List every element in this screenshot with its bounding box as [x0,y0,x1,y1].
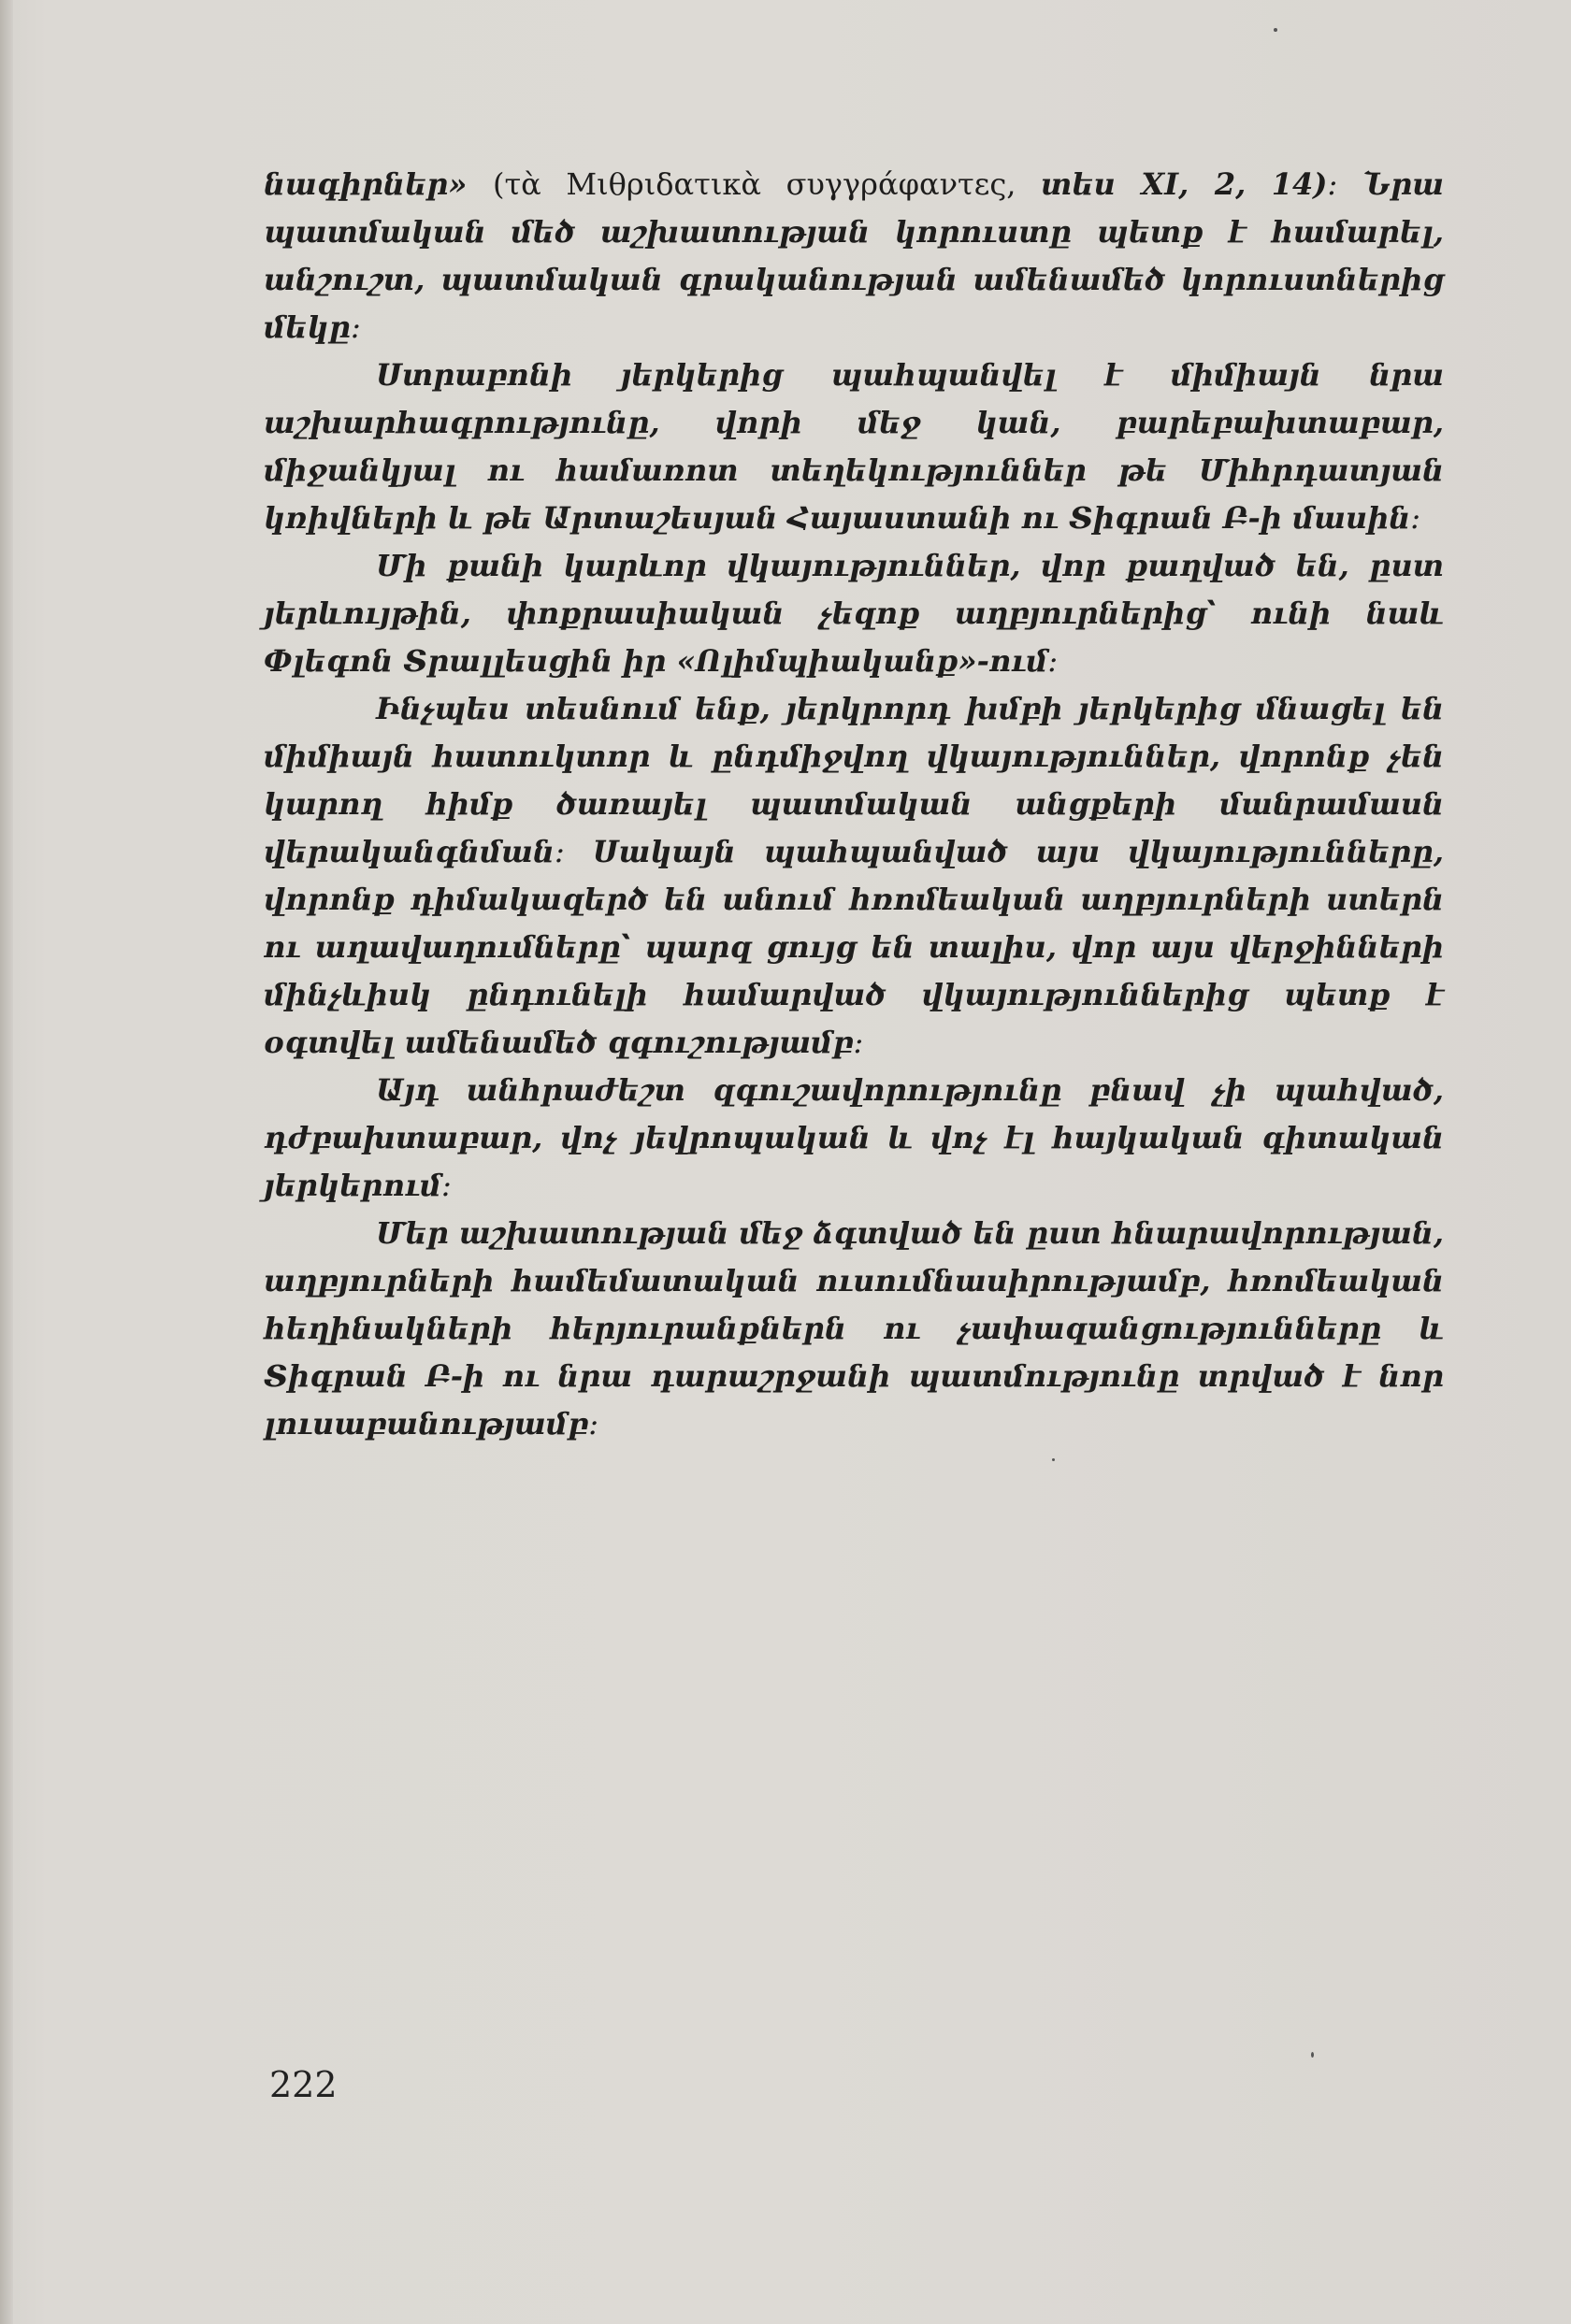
paper-speck [1274,28,1277,32]
paragraph-1-text-end: տես XI, 2, 14)։ Նրա պատմական մեծ աշխատության կորուստը պետք է համարել, անշուշտ, պատմական գրականության ամենամեծ կորուստներից մեկը։ [264,166,1445,345]
paragraph-1 [264,161,1444,351]
paragraph-6: Մեր աշխատության մեջ ձգտված են ըստ հնարավորության, աղբյուրների համեմատական ուսումնասիրությամբ, հռոմեական հեղինակների հերյուրանքներն ու չափազանցությունները և Տիգրան Բ-ի ու նրա դարաշրջանի պատմությունը տրված է նոր լուսաբանությամբ։ [264,1215,1444,1442]
page-spine-shadow [0,0,13,2324]
paragraph-2: Ստրաբոնի յերկերից պահպանվել է միմիայն նրա աշխարհագրությունը, վորի մեջ կան, բարեբախտաբար, միջանկյալ ու համառոտ տեղեկություններ թե Միհրդատյան կռիվների և թե Արտաշեսյան Հայաստանի ու Տիգրան Բ-ի մասին։ [264,357,1444,536]
paper-speck [1311,2052,1314,2058]
paper-speck [1052,1458,1055,1461]
paragraph-3: Մի քանի կարևոր վկայություններ, վոր քաղված են, ըստ յերևույթին, փոքրասիական չեզոք աղբյուրներից՝ ունի նաև Փլեգոն Տրալլեսցին իր «Ոլիմպիականք»-ում։ [264,548,1444,679]
paragraph-4: Ինչպես տեսնում ենք, յերկրորդ խմբի յերկերից մնացել են միմիայն հատուկտոր և ընդմիջվող վկայություններ, վորոնք չեն կարող հիմք ծառայել պատմական անցքերի մանրամասն վերականգնման։ Սակայն պահպանված այս վկայությունները, վորոնք դիմակազերծ են անում հռոմեական աղբյուրների ստերն ու աղավաղումները՝ պարզ ցույց են տալիս, վոր այս վերջինների մինչևիսկ ընդունելի համարված վկայություններից պետք է օգտվել ամենամեծ զգուշությամբ։ [264,691,1444,1060]
greek-citation: (τὰ Μιθριδατικὰ συγγράφαντες, [492,166,1042,202]
page-number: 222 [269,2064,338,2105]
paragraph-1-text-start: նագիրներ» [264,166,493,202]
body-text [264,161,1444,1448]
paragraph-5: Այդ անհրաժեշտ զգուշավորությունը բնավ չի պահված, դժբախտաբար, վոչ յեվրոպական և վոչ էլ հայկական գիտական յերկերում։ [264,1072,1444,1203]
